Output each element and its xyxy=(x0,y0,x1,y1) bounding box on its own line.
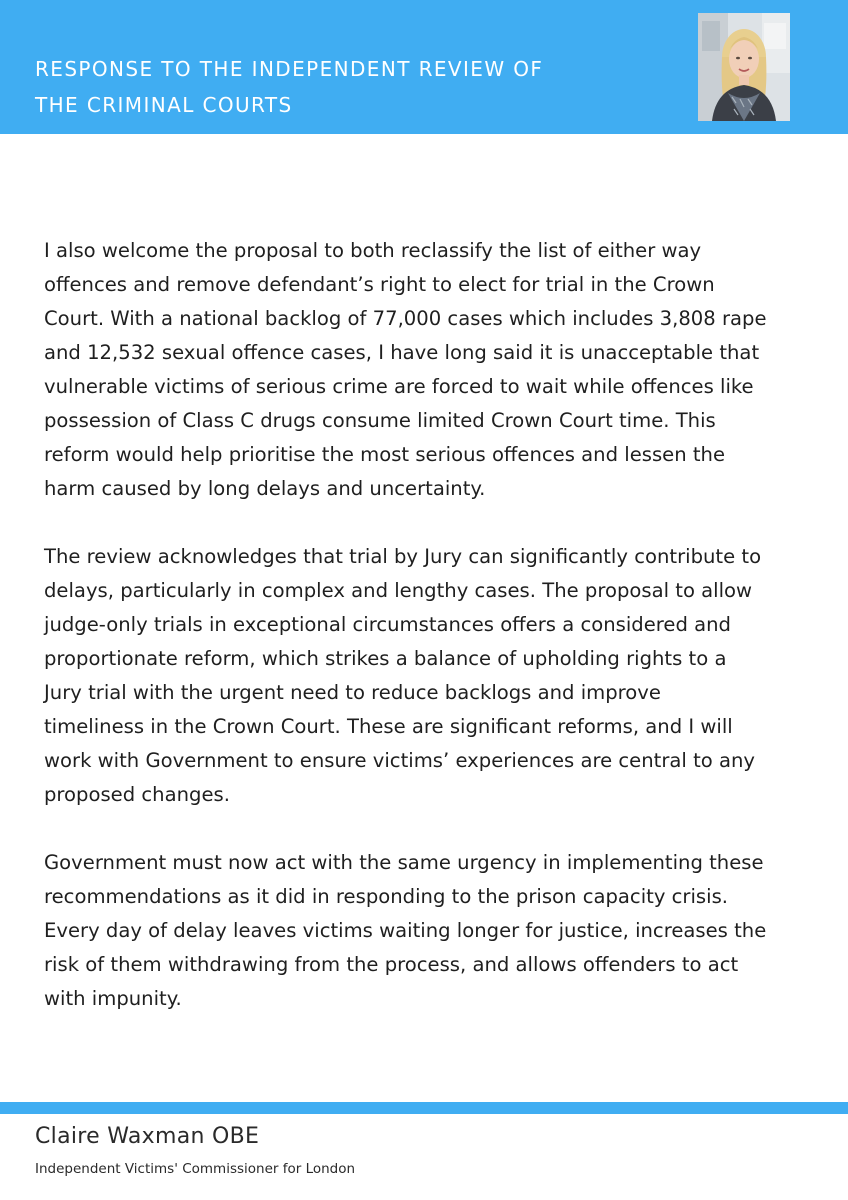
text-line: reform would help prioritise the most serious offences and lessen the xyxy=(44,443,726,466)
author-role: Independent Victims' Commissioner for London xyxy=(35,1161,356,1177)
text-line: and 12,532 sexual offence cases, I have long said it is unacceptable that xyxy=(44,341,760,364)
paragraph xyxy=(44,540,824,812)
page-title xyxy=(35,51,655,123)
text-line: work with Government to ensure victims’ experiences are central to any xyxy=(44,749,755,772)
statement-body xyxy=(44,234,824,1050)
text-line: proposed changes. xyxy=(44,783,230,806)
header-banner xyxy=(0,0,848,134)
footer-divider xyxy=(0,1102,848,1114)
text-line: delays, particularly in complex and lengthy cases. The proposal to allow xyxy=(44,579,753,602)
text-line: possession of Class C drugs consume limited Crown Court time. This xyxy=(44,409,716,432)
text-line: vulnerable victims of serious crime are forced to wait while offences like xyxy=(44,375,754,398)
text-line: proportionate reform, which strikes a balance of upholding rights to a xyxy=(44,647,727,670)
text-line: timeliness in the Crown Court. These are significant reforms, and I will xyxy=(44,715,733,738)
portrait-photo-icon xyxy=(698,13,790,121)
text-line: Government must now act with the same urgency in implementing these xyxy=(44,851,764,874)
text-line: with impunity. xyxy=(44,987,182,1010)
text-line: I also welcome the proposal to both reclassify the list of either way xyxy=(44,239,702,262)
paragraph xyxy=(44,846,824,1016)
text-line: offences and remove defendant’s right to elect for trial in the Crown xyxy=(44,273,715,296)
page-title-line: RESPONSE TO THE INDEPENDENT REVIEW OF xyxy=(35,57,544,81)
text-line: Court. With a national backlog of 77,000 cases which includes 3,808 rape xyxy=(44,307,767,330)
text-line: Jury trial with the urgent need to reduce backlogs and improve xyxy=(44,681,661,704)
paragraph xyxy=(44,234,824,506)
author-name: Claire Waxman OBE xyxy=(35,1124,260,1149)
text-line: risk of them withdrawing from the process, and allows offenders to act xyxy=(44,953,739,976)
text-line: judge-only trials in exceptional circumstances offers a considered and xyxy=(44,613,731,636)
text-line: harm caused by long delays and uncertainty. xyxy=(44,477,486,500)
text-line: recommendations as it did in responding to the prison capacity crisis. xyxy=(44,885,729,908)
text-line: Every day of delay leaves victims waiting longer for justice, increases the xyxy=(44,919,767,942)
page-title-line: THE CRIMINAL COURTS xyxy=(35,93,293,117)
text-line: The review acknowledges that trial by Jury can significantly contribute to xyxy=(44,545,762,568)
